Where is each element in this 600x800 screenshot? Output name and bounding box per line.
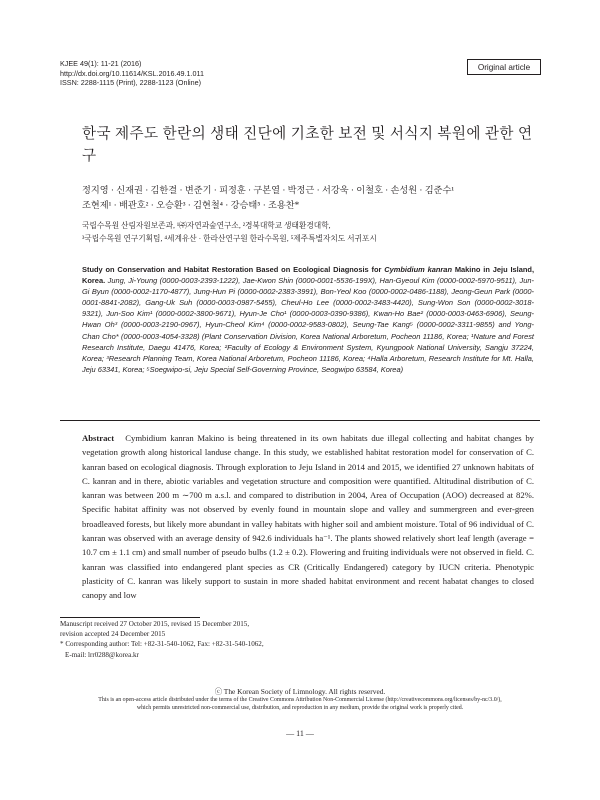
journal-meta bbox=[60, 59, 204, 88]
korean-affiliations bbox=[82, 220, 532, 245]
copyright: ⓒ The Korean Society of Limnology. All rights reserved. bbox=[214, 687, 386, 696]
authors-line-2: 조현제¹ · 배관호² · 오승환³ · 김현철⁴ · 강승태⁵ · 조용찬* bbox=[82, 199, 300, 210]
page-number: — 11 — bbox=[286, 729, 314, 738]
korean-title: 한국 제주도 한란의 생태 진단에 기초한 보전 및 서식지 복원에 관한 연구 bbox=[82, 126, 533, 164]
english-title-species: Cymbidium kanran bbox=[384, 265, 452, 274]
abstract bbox=[82, 431, 534, 603]
korean-authors bbox=[82, 183, 532, 212]
doi-link[interactable]: http://dx.doi.org/10.11614/KSL.2016.49.1.011 bbox=[60, 68, 204, 78]
english-title-tail: Makino in Jeju Island, Korea. bbox=[82, 265, 535, 286]
issn: ISSN: 2288-1115 (Print), 2288-1123 (Online) bbox=[60, 78, 202, 88]
footnote bbox=[60, 619, 264, 660]
affiliation-line-1: 국립수목원 산림자원보존과, ¹㈜자연과숲연구소, ²경북대학교 생태환경대학, bbox=[82, 221, 331, 230]
abstract-label: Abstract bbox=[82, 433, 115, 443]
affiliation-line-2: ³국립수목원 연구기획팀, ⁴세계유산 · 한라산연구원 한라수목원, ⁵제주특별자치도 서귀포시 bbox=[82, 233, 377, 243]
english-authors-affiliations: Jung, Ji-Young (0000-0003-2393-1222), Jae-Kwon Shin (0000-0001-5536-199X), Han-Gyeoul Kim (0000-0002-5970-9511), Jun-Gi Byun (0000-0002-1170-4877), Jung-Hun Pi (0000-0002-2383-3991), Bon-Yeol Koo (0000-0002-0486-1188), Jeong-Geun Park (0000-0001-8841-2082), Gang-Uk Suh (0000-0003-0987-5455), Cheul-Ho Lee (0000-0002-3483-4420), Sung-Won Son (0000-0002-3018-9321), Jun-Soo Kim¹ (0000-0002-3800-9671), Hyun-Je Cho¹ (0000-0003-0390-9386), Kwan-Ho Bae² (0000-0003-0463-6906), Seung-Hwan Oh³ (0000-0003-2190-0967), Hyun-Cheol Kim⁴ (0000-0002-9583-0802), Seung-Tae Kang⁵ (0000-0002-3311-9855) and Yong-Chan Cho* (0000-0003-4054-3328) (Plant Conservation Division, Korea National Arboretum, Pocheon 11186, Korea; ¹Nature and Forest Research Institute, Daegu 41476, Korea; ²Faculty of Ecology & Environment System, Kyungpook National University, Sangju 37224, Korea; ³Research Planning Team, Korea National Arboretum, Pocheon 11186, Korea; ⁴Halla Arboretum, Research Institute for Mt. Halla, Jeju 63341, Korea; ⁵Soegwipo-si, Jeju Special Self-Governing Province, Seogwipo 63584, Korea) bbox=[82, 276, 534, 374]
footnote-divider bbox=[60, 617, 200, 618]
abstract-body: Cymbidium kanran Makino is being threatened in its own habitats due illegal collecting and habitat changes by vegetation growth along historical landuse change. In this study, we established habitat restoration model for conservation of C. kanran based on ecological diagnosis. Through exploration to Jeju Island in 2014 and 2015, we identified 27 unknown habitats of C. kanran and in there, abiotic variables and vegetation structure and composition were quantified. Altitudinal distribution of C. kanran was between 200 m ∼700 m a.s.l. and compared to distribution in 2004, Area of Occupation (AOO) decreased at 82%. Specific habitat affinity was not observed by evenly found in mountain slope and valley and summergreen and ever-green broadleaved forests, but likely more abundant in valley habitats with higher soil and ambient moisture. Total of 96 individual of C. kanran was observed with an average density of 942.6 individuals ha⁻¹. The plants showed relatively short leaf length (average = 10.7 cm ± 1.1 cm) and small number of pseudo bulbs (1.2 ± 0.2). Flowering and fruiting individuals were not observed in field. C. kanran was classified into endangered plant species as CR (Critically Endangered) category by IUCN criteria. Phenotypic plasticity of C. kanran was likely support to sustain in more shaded habitat environment and recent habatat changes to closed canopy and low bbox=[82, 433, 534, 601]
section-divider bbox=[60, 420, 540, 421]
english-title-lead: Study on Conservation and Habitat Restoration Based on Ecological Diagnosis for bbox=[82, 265, 385, 274]
journal-citation: KJEE 49(1): 11-21 (2016) bbox=[60, 59, 142, 68]
license bbox=[60, 696, 540, 712]
article-type-badge: Original article bbox=[467, 59, 541, 75]
english-title-block bbox=[82, 264, 534, 375]
license-line-2: which permits unrestricted non-commercial use, distribution, and reproduction in any medium, provide the original work is properly cited. bbox=[136, 705, 464, 712]
email[interactable]: E-mail: lrr0288@korea.kr bbox=[65, 650, 139, 659]
license-line-1: This is an open-access article distributed under the terms of the Creative Commons Attribution Non-Commercial License (http://creativecommons.org/licenses/by-nc/3.0/), bbox=[98, 697, 502, 703]
manuscript-received: Manuscript received 27 October 2015, revised 15 December 2015, bbox=[60, 620, 250, 628]
authors-line-1: 정지영 · 신재권 · 김한결 · 변준기 · 피정훈 · 구본열 · 박정근 · 서강욱 · 이철호 · 손성원 · 김준수¹ bbox=[82, 185, 455, 195]
revision-accepted: revision accepted 24 December 2015 bbox=[60, 630, 166, 639]
corresponding-author: * Corresponding author: Tel: +82-31-540-1062, Fax: +82-31-540-1062, bbox=[60, 640, 264, 649]
